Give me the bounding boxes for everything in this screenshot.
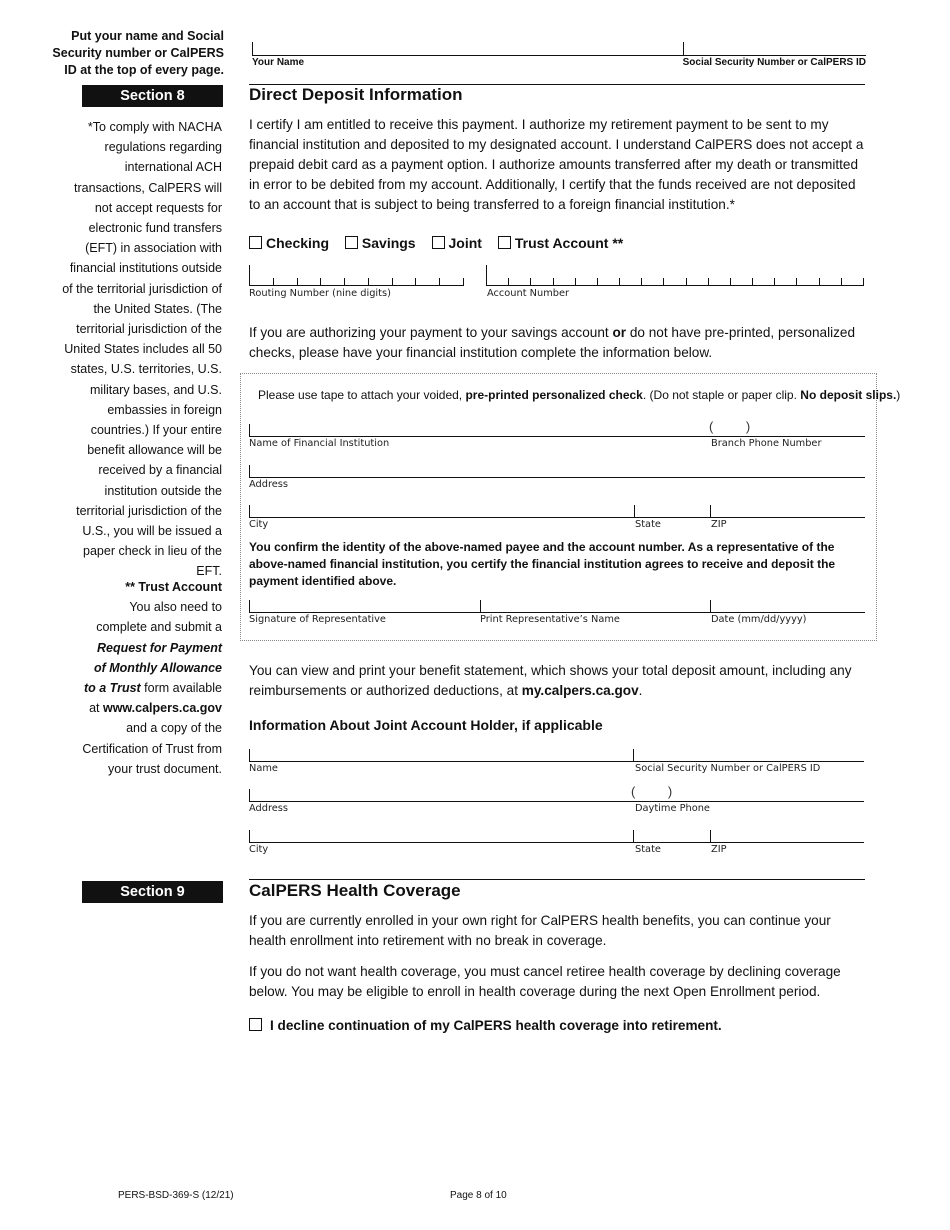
savings-or: or	[612, 325, 627, 340]
date-field[interactable]	[711, 598, 865, 612]
digit-divider	[553, 278, 554, 285]
trust-checkbox[interactable]	[498, 236, 511, 249]
trust-site-link[interactable]: www.calpers.ca.gov	[102, 701, 222, 716]
trust-text-1: You also need to complete and submit a	[96, 600, 222, 635]
header-name-field[interactable]	[252, 42, 866, 56]
confirm-text: You confirm the identity of the above-named payee and the account number. As a representative of the above-named financial institution, you certify the financial institution agrees to receive and deposit the payment identified above.	[249, 540, 836, 588]
savings-text-1: If you are authorizing your payment to your savings account	[249, 325, 613, 340]
institution-address-label: Address	[249, 479, 289, 490]
signature-field[interactable]	[250, 598, 478, 612]
digit-divider	[530, 278, 531, 285]
branch-phone-label: Branch Phone Number	[711, 438, 822, 449]
section-9-rule	[249, 879, 865, 880]
joint-zip-field[interactable]	[711, 828, 864, 842]
digit-divider	[415, 278, 416, 285]
trust-label: Trust Account **	[514, 235, 624, 251]
page-number: Page 8 of 10	[450, 1190, 507, 1201]
tape-bold-2: No deposit slips.	[800, 388, 897, 402]
statement-text	[249, 661, 869, 701]
certify-text: I certify I am entitled to receive this payment. I authorize my retirement payment to be sent to my financial institution and deposited to my designated account. I understand CalPERS does not accept a prepaid debit card as a payment option. I authorize amounts transferred after my death or transmitted in error to be debited from my account. Additionally, I certify that the funds received are not deposited to an account that is subject to being transferred to a foreign financial institution.*	[249, 117, 864, 212]
digit-divider	[344, 278, 345, 285]
decline-checkbox[interactable]	[249, 1018, 262, 1031]
savings-option[interactable]	[345, 235, 416, 251]
joint-heading: Information About Joint Account Holder, if applicable	[249, 717, 603, 733]
health-para-1: If you are currently enrolled in your own right for CalPERS health benefits, you can continue your health enrollment into retirement with no break in coverage.	[249, 913, 831, 948]
your-name-label: Your Name	[252, 57, 305, 68]
digit-divider	[641, 278, 642, 285]
digit-divider	[463, 278, 464, 285]
joint-zip-label: ZIP	[711, 844, 727, 855]
digit-divider	[686, 278, 687, 285]
calpers-link[interactable]: my.calpers.ca.gov	[521, 683, 639, 698]
header-ssn-label: Social Security Number or CalPERS ID	[682, 57, 866, 68]
form-id: PERS-BSD-369-S (12/21)	[118, 1190, 234, 1201]
digit-divider	[486, 265, 487, 285]
institution-address-field[interactable]	[249, 463, 865, 478]
institution-label: Name of Financial Institution	[249, 438, 390, 449]
date-label: Date (mm/dd/yyyy)	[711, 614, 807, 625]
joint-checkbox[interactable]	[432, 236, 445, 249]
account-label: Account Number	[487, 288, 570, 299]
digit-divider	[368, 278, 369, 285]
savings-text-2: do not have pre-printed, personalized checks, please have your financial institution complete the information below.	[249, 325, 856, 360]
digit-divider	[752, 278, 753, 285]
statement-end: .	[638, 683, 643, 698]
joint-name-label: Name	[249, 763, 278, 774]
tape-text-1: Please use tape to attach your voided,	[258, 388, 466, 402]
trust-note	[82, 577, 222, 779]
digit-divider	[439, 278, 440, 285]
joint-state-label: State	[635, 844, 661, 855]
digit-divider	[249, 265, 250, 285]
joint-address-label: Address	[249, 803, 289, 814]
routing-label: Routing Number (nine digits)	[249, 288, 391, 299]
digit-divider	[663, 278, 664, 285]
print-name-label: Print Representative’s Name	[480, 614, 620, 625]
joint-ssn-label: Social Security Number or CalPERS ID	[635, 763, 821, 774]
digit-divider	[841, 278, 842, 285]
trust-text-2: form available at	[89, 681, 222, 716]
section-8-bar: Section 8	[82, 85, 223, 107]
decline-label: I decline continuation of my CalPERS health coverage into retirement.	[270, 1018, 722, 1033]
digit-divider	[708, 278, 709, 285]
routing-number-field[interactable]	[249, 265, 464, 286]
digit-divider	[273, 278, 274, 285]
institution-city-field[interactable]	[249, 503, 865, 518]
digit-divider	[796, 278, 797, 285]
trust-text-3: and a copy of the Certification of Trust from your trust document.	[82, 721, 222, 776]
digit-divider	[619, 278, 620, 285]
checking-checkbox[interactable]	[249, 236, 262, 249]
tape-instruction	[258, 388, 900, 402]
digit-divider	[320, 278, 321, 285]
joint-address-field[interactable]	[249, 787, 864, 802]
digit-divider	[597, 278, 598, 285]
joint-ssn-field[interactable]	[634, 747, 864, 761]
trust-option[interactable]	[498, 235, 623, 251]
decline-option[interactable]	[249, 1018, 722, 1033]
health-para-2: If you do not want health coverage, you must cancel retiree health coverage by declining coverage below. You may be eligible to enroll in health coverage during the next Open Enrollment period.	[249, 964, 841, 999]
joint-label: Joint	[448, 235, 482, 251]
section-9-title: CalPERS Health Coverage	[249, 881, 461, 900]
digit-divider	[392, 278, 393, 285]
joint-phone-area-code[interactable]: ( )	[631, 784, 673, 799]
tape-text-2: . (Do not staple or paper clip.	[642, 388, 801, 402]
branch-phone-area-code[interactable]: ( )	[709, 419, 751, 434]
account-number-field[interactable]	[486, 265, 864, 286]
joint-option[interactable]	[432, 235, 482, 251]
joint-city-label: City	[249, 844, 269, 855]
header-instruction: Put your name and Social Security number or CalPERS ID at the top of every page.	[52, 29, 224, 77]
digit-divider	[575, 278, 576, 285]
joint-state-field[interactable]	[634, 828, 708, 842]
digit-divider	[297, 278, 298, 285]
account-type-row	[249, 235, 623, 251]
checking-option[interactable]	[249, 235, 329, 251]
digit-divider	[730, 278, 731, 285]
checking-label: Checking	[266, 235, 330, 251]
savings-instruction	[249, 323, 869, 363]
digit-divider	[508, 278, 509, 285]
joint-phone-label: Daytime Phone	[635, 803, 710, 814]
institution-zip-label: ZIP	[711, 519, 727, 530]
section-9-bar: Section 9	[82, 881, 223, 903]
tape-bold: pre-printed personalized check	[465, 388, 643, 402]
print-name-field[interactable]	[481, 598, 709, 612]
digit-divider	[863, 278, 864, 285]
trust-heading: ** Trust Account	[125, 580, 222, 594]
tape-text-3: )	[896, 388, 901, 402]
statement-body: You can view and print your benefit statement, which shows your total deposit amount, including any reimbursements or authorized deductions, at	[249, 663, 852, 698]
nacha-note: *To comply with NACHA regulations regarding international ACH transactions, CalPERS will not accept requests for electronic fund transfers (EFT) in association with financial institutions outside of the territorial jurisdiction of the United States. (The territorial jurisdiction of the United States includes all 50 states, U.S. territories, U.S. military bases, and U.S. embassies in foreign countries.) If your entire benefit allowance will be received by a financial institution outside the territorial jurisdiction of the U.S., you will be issued a paper check in lieu of the EFT.	[62, 120, 222, 579]
institution-city-label: City	[249, 519, 269, 530]
digit-divider	[774, 278, 775, 285]
joint-city-field[interactable]	[250, 828, 630, 842]
trust-form-name: Request for Payment of Monthly Allowance to a Trust	[83, 640, 222, 696]
institution-state-label: State	[635, 519, 661, 530]
savings-checkbox[interactable]	[345, 236, 358, 249]
joint-name-field[interactable]	[250, 747, 630, 761]
digit-divider	[819, 278, 820, 285]
section-8-title: Direct Deposit Information	[249, 85, 463, 104]
signature-label: Signature of Representative	[249, 614, 386, 625]
savings-label: Savings	[361, 235, 416, 251]
institution-name-field[interactable]	[249, 421, 865, 437]
